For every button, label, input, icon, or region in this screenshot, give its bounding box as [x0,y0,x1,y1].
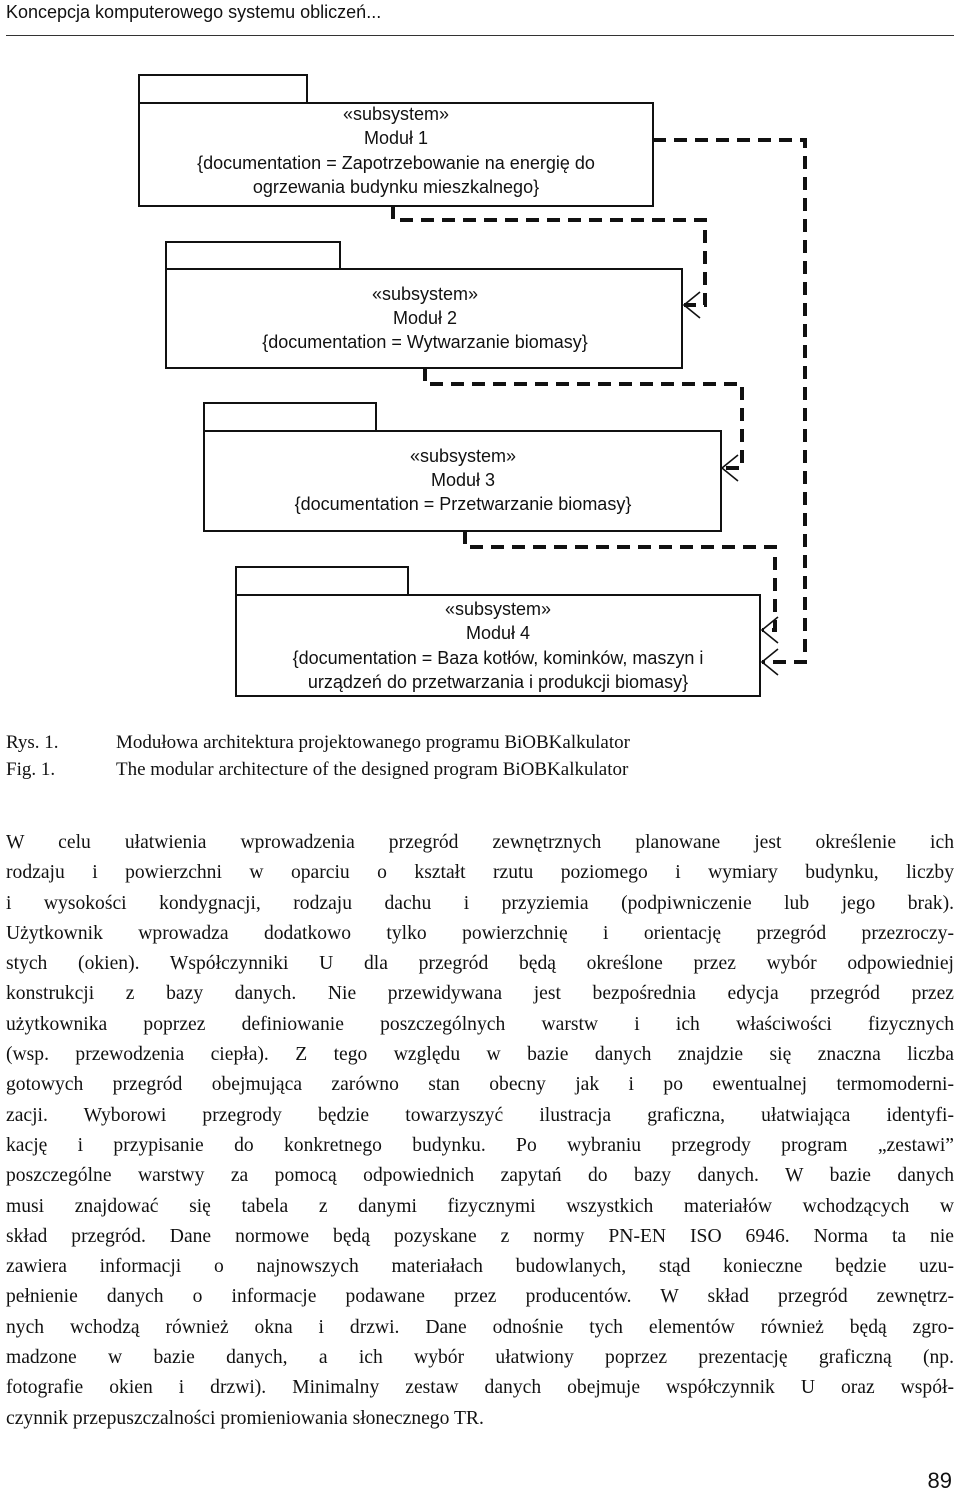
caption-text-en: The modular architecture of the designed program BiOBKalkulator [116,759,629,780]
paragraph-line: Użytkownik wprowadza dodatkowo tylko powierzchnię i orientację przegród przezroczy- [6,922,954,944]
paragraph-line: gotowych przegród obejmująca zarówno stan obecny jak i po ewentualnej termomoderni- [6,1074,954,1096]
module-1-stereotype: «subsystem» [342,104,450,124]
paragraph-line: rodzaju i powierzchni w oparciu o kształt rzutu poziomego i wymiary budynku, liczby [6,862,954,884]
paragraph-line: użytkownika poprzez definiowanie poszczególnych warstw i ich właściwości fizycznych [6,1013,954,1035]
paragraph-line: i wysokości kondygnacji, rodzaju dachu i przyziemia (podpiwniczenie lub jego brak). [6,892,954,914]
paragraph-line: kację i przypisanie do konkretnego budynku. Po wybraniu przegrody program „zestawi” [6,1134,954,1156]
module-1-doc-line1: {documentation = Zapotrzebowanie na energię do [197,153,595,173]
module-4-name: Moduł 4 [465,623,531,643]
paragraph-line: fotografie okien i drzwi). Minimalny zestaw danych obejmuje współczynnik U oraz współ- [6,1377,954,1399]
module-2-stereotype: «subsystem» [371,284,479,304]
paragraph-line: poszczególne warstwy za pomocą odpowiednich zapytań do bazy danych. W bazie danych [6,1165,954,1187]
paragraph-line: (wsp. przewodzenia ciepła). Z tego względu w bazie danych znajdzie się znaczna liczba [6,1044,954,1066]
paragraph-line: zawiera informacji o najnowszych materiałach budowlanych, stąd konieczne będzie uzu- [6,1256,954,1278]
module-2-doc: {documentation = Wytwarzanie biomasy} [262,332,588,352]
paragraph-line: stych (okien). Współczynniki U dla przegród będą określone przez wybór odpowiedniej [6,953,954,975]
paragraph-line: konstrukcji z bazy danych. Nie przewidywana jest bezpośrednia edycja przegród przez [6,983,954,1005]
paragraph-line: W celu ułatwienia wprowadzenia przegród zewnętrznych planowane jest określenie ich [6,832,954,853]
paragraph-line: pełnienie danych o informacje podawane przez producentów. W skład przegród zewnętrz- [6,1286,954,1308]
paragraph-line: musi znajdować się tabela z danymi fizycznymi wszystkich materiałów wchodzących w [6,1195,954,1217]
body-paragraph [6,828,954,1434]
package-tab [139,75,307,103]
paragraph-line: czynnik przepuszczalności promieniowania słonecznego TR. [6,1407,484,1429]
uml-package-diagram [0,0,960,720]
package-tab [236,567,408,595]
module-3-name: Moduł 3 [430,470,496,490]
paragraph-line: nych wchodzą również okna i drzwi. Dane odnośnie tych elementów również będą zgro- [6,1316,954,1338]
module-1-doc-line2: ogrzewania budynku mieszkalnego} [252,177,540,197]
package-tab [166,242,340,269]
page-number: 89 [927,1468,952,1493]
module-3-doc: {documentation = Przetwarzanie biomasy} [294,494,632,514]
module-2-name: Moduł 2 [392,308,458,328]
paragraph-line: madzone w bazie danych, a ich wybór ułatwiony poprzez prezentację graficzną (np. [6,1347,954,1369]
package-tab [204,403,376,431]
running-title: Koncepcja komputerowego systemu obliczeń... [6,2,382,22]
module-1-name: Moduł 1 [363,128,429,148]
caption-text-pl: Modułowa architektura projektowanego programu BiOBKalkulator [116,732,630,753]
paragraph-line: skład przegród. Dane normowe będą pozyskane z normy PN-EN ISO 6946. Norma ta nie [6,1225,954,1247]
paragraph-line: zacji. Wyborowi przegrody będzie towarzyszyć ilustracja graficzna, ułatwiająca identyfi- [6,1104,954,1126]
module-4-doc-line2: urządzeń do przetwarzania i produkcji biomasy} [307,672,689,692]
module-4-doc-line1: {documentation = Baza kotłów, kominków, maszyn i [292,648,704,668]
caption-label-en: Fig. 1. [6,759,56,780]
caption-label-pl: Rys. 1. [6,732,59,753]
module-3-stereotype: «subsystem» [409,446,517,466]
module-4-stereotype: «subsystem» [444,599,552,619]
